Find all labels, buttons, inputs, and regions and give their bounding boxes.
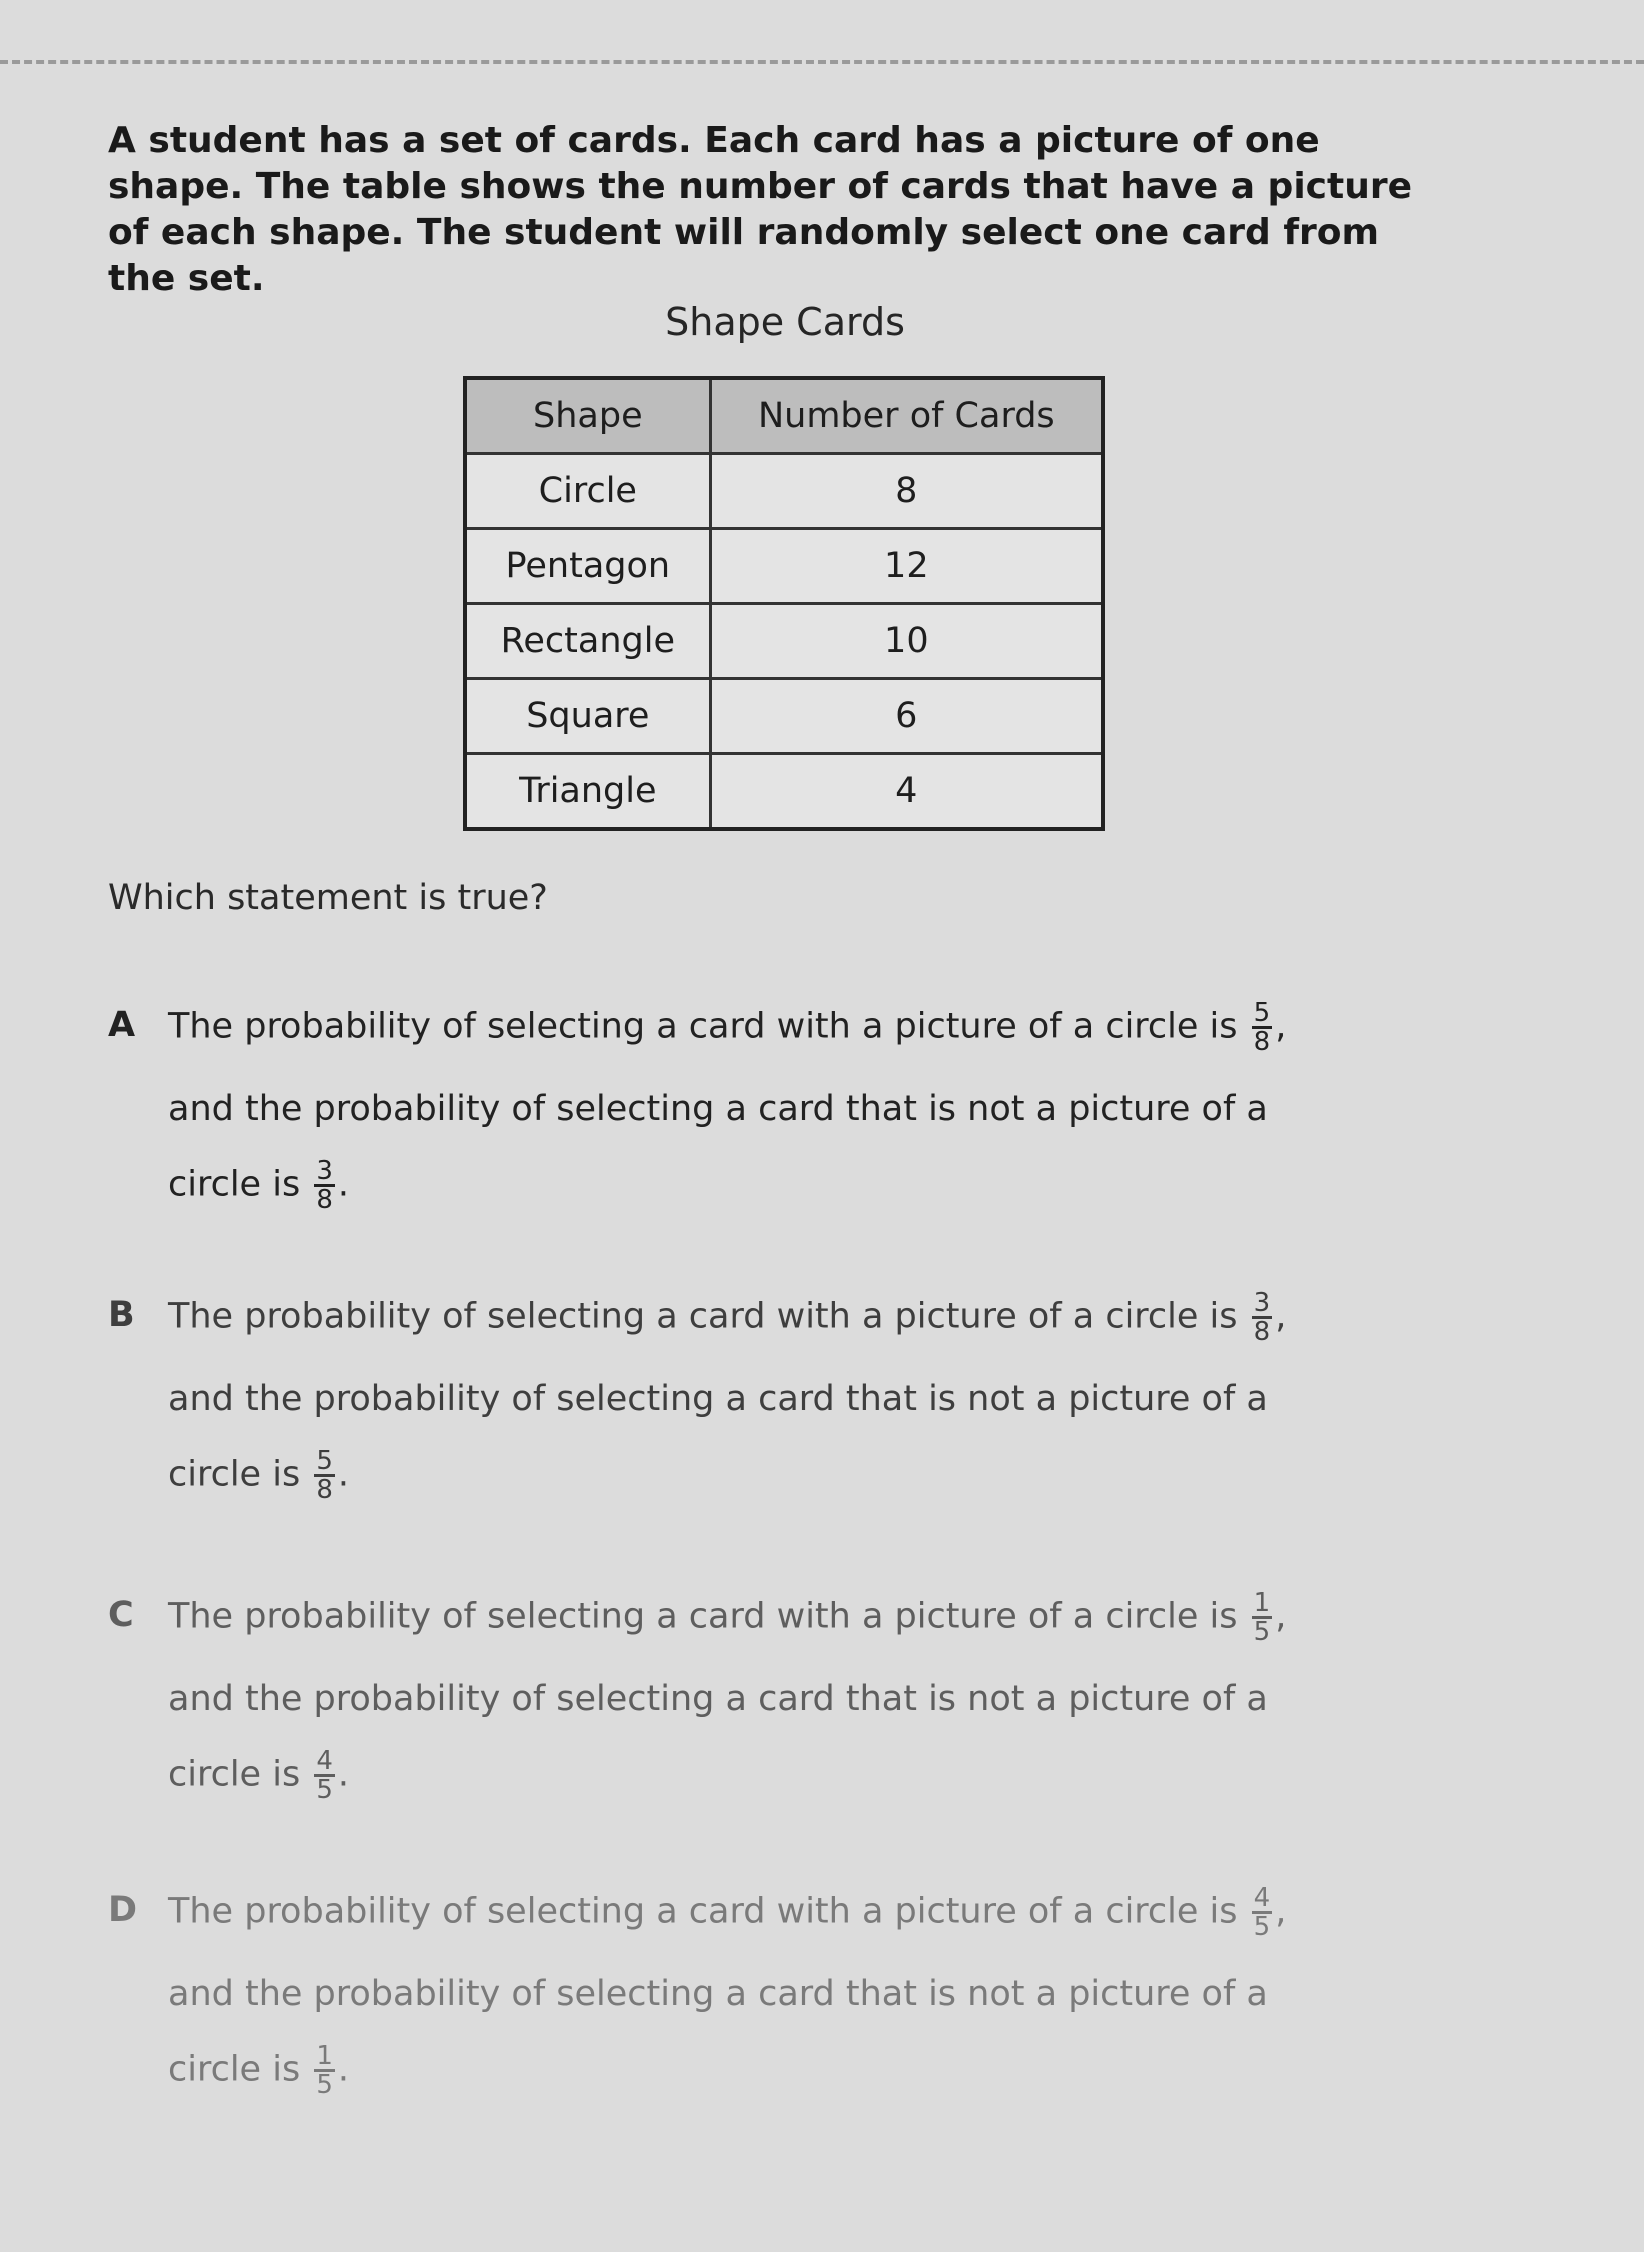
- choice-text: circle is: [168, 1754, 301, 1795]
- numerator: 3: [1253, 1288, 1271, 1318]
- numerator: 5: [316, 1446, 333, 1476]
- fraction: [314, 1158, 335, 1213]
- table-row: [465, 604, 1103, 679]
- choice-letter: A: [108, 1005, 136, 1045]
- choice-text: The probability of selecting a card with a picture of a circle is: [168, 1006, 1238, 1047]
- choice-line-3: circle is $\frac{3}{8}$ .: [168, 1156, 350, 1215]
- fraction: [314, 2043, 335, 2098]
- denominator: 8: [1253, 1317, 1271, 1347]
- cell-shape: Rectangle: [465, 604, 710, 679]
- denominator: 5: [316, 1775, 333, 1805]
- cell-shape: Circle: [465, 454, 710, 529]
- fraction: [314, 1448, 335, 1503]
- fraction: [1252, 1000, 1273, 1055]
- choice-line-2: and the probability of selecting a card that is not a picture of a: [168, 1974, 1268, 2014]
- choice-text: circle is: [168, 1164, 301, 1205]
- choice-letter: B: [108, 1295, 135, 1335]
- choice-letter: C: [108, 1595, 134, 1635]
- choice-text: The probability of selecting a card with a picture of a circle is: [168, 1596, 1238, 1637]
- choice-text: circle is: [168, 1454, 301, 1495]
- choice-line-1: The probability of selecting a card with a picture of a circle is $\frac{5}{8}$ ,: [168, 998, 1287, 1057]
- choice-text: The probability of selecting a card with a picture of a circle is: [168, 1296, 1238, 1337]
- cell-shape: Square: [465, 679, 710, 754]
- choice-text: circle is: [168, 2049, 301, 2090]
- choice-text: The probability of selecting a card with a picture of a circle is: [168, 1891, 1238, 1932]
- numerator: 4: [316, 1746, 333, 1776]
- cell-shape: Pentagon: [465, 529, 710, 604]
- choice-line-3: circle is $\frac{1}{5}$ .: [168, 2041, 350, 2100]
- table-title: Shape Cards: [665, 300, 905, 344]
- numerator: 4: [1253, 1883, 1271, 1913]
- denominator: 5: [1253, 1912, 1271, 1942]
- shape-cards-table: [463, 376, 1105, 831]
- top-divider: [0, 60, 1644, 64]
- table-row: [465, 754, 1103, 830]
- header-number-of-cards: Number of Cards: [710, 378, 1103, 454]
- denominator: 5: [1253, 1617, 1271, 1647]
- denominator: 5: [316, 2070, 333, 2100]
- cell-count: 4: [710, 754, 1103, 830]
- table-row: [465, 529, 1103, 604]
- numerator: 1: [1253, 1588, 1271, 1618]
- cell-count: 12: [710, 529, 1103, 604]
- denominator: 8: [1253, 1027, 1271, 1057]
- question-stem: A student has a set of cards. Each card has a picture of one shape. The table shows the number of cards that have a picture of each shape. The student will randomly select one card from the set.: [108, 120, 1413, 299]
- table-row: [465, 679, 1103, 754]
- fraction: [1252, 1290, 1273, 1345]
- denominator: 8: [316, 1475, 333, 1505]
- fraction: [314, 1748, 335, 1803]
- choice-line-2: and the probability of selecting a card that is not a picture of a: [168, 1679, 1268, 1719]
- cell-shape: Triangle: [465, 754, 710, 830]
- choice-line-1: The probability of selecting a card with a picture of a circle is $\frac{3}{8}$ ,: [168, 1288, 1287, 1347]
- choice-line-1: The probability of selecting a card with a picture of a circle is $\frac{4}{5}$ ,: [168, 1883, 1287, 1942]
- table-row: [465, 454, 1103, 529]
- cell-count: 6: [710, 679, 1103, 754]
- cell-count: 10: [710, 604, 1103, 679]
- denominator: 8: [316, 1185, 333, 1215]
- numerator: 3: [316, 1156, 333, 1186]
- header-shape: Shape: [465, 378, 710, 454]
- choice-line-3: circle is $\frac{4}{5}$ .: [168, 1746, 350, 1805]
- table-header-row: [465, 378, 1103, 454]
- numerator: 1: [316, 2041, 333, 2071]
- fraction: [1252, 1885, 1273, 1940]
- choice-letter: D: [108, 1890, 138, 1930]
- choice-line-2: and the probability of selecting a card that is not a picture of a: [168, 1379, 1268, 1419]
- numerator: 5: [1253, 998, 1271, 1028]
- choice-line-1: The probability of selecting a card with a picture of a circle is $\frac{1}{5}$ ,: [168, 1588, 1287, 1647]
- question-prompt: Which statement is true?: [108, 878, 548, 918]
- cell-count: 8: [710, 454, 1103, 529]
- fraction: [1252, 1590, 1273, 1645]
- choice-line-3: circle is $\frac{5}{8}$ .: [168, 1446, 350, 1505]
- choice-line-2: and the probability of selecting a card that is not a picture of a: [168, 1089, 1268, 1129]
